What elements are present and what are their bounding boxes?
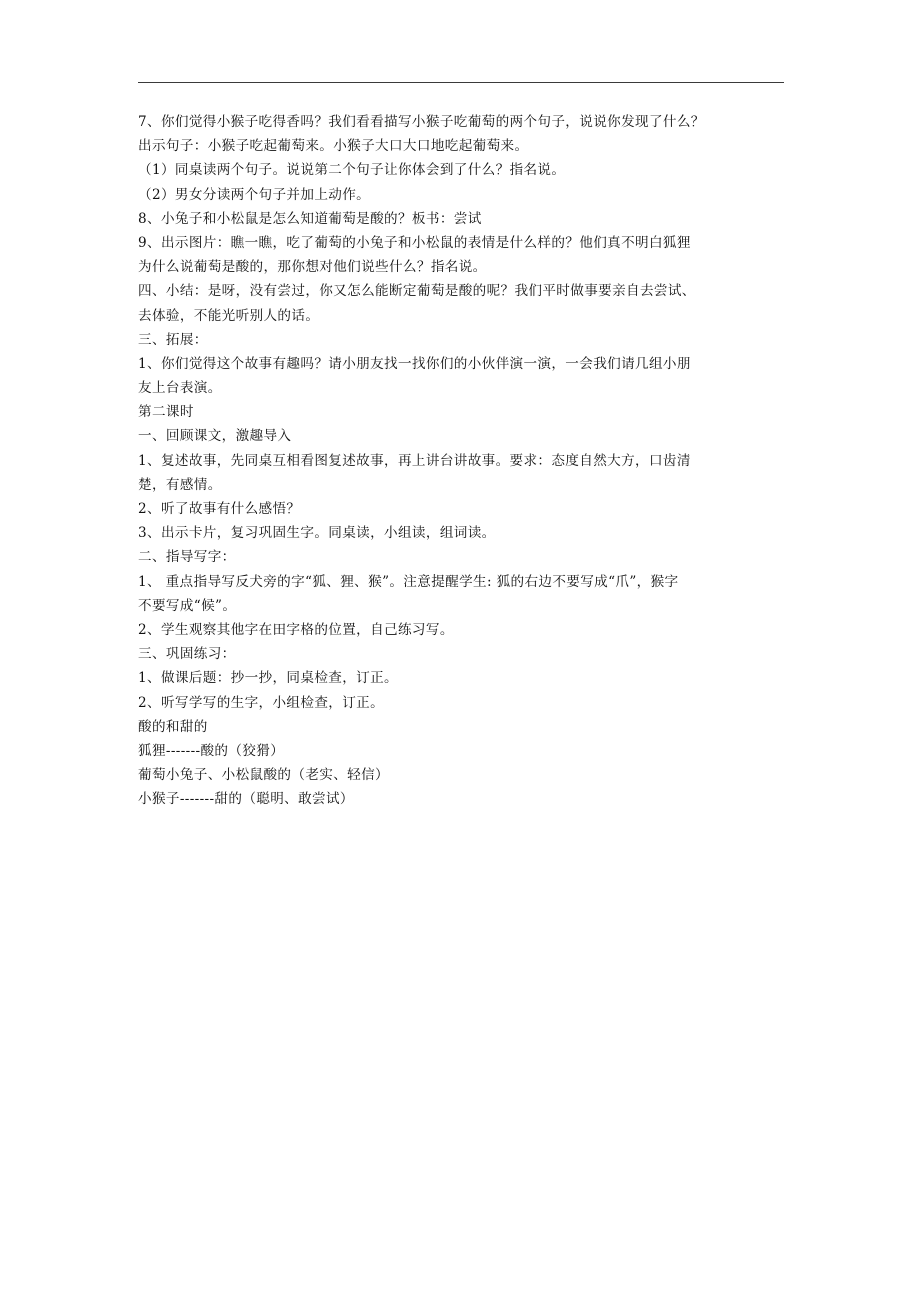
header-rule: [138, 82, 784, 83]
text-line-16: 楚，有感情。: [138, 476, 222, 493]
section-heading-review: 一、回顾课文，激趣导入: [138, 428, 292, 445]
section-heading-practice: 三、巩固练习：: [138, 646, 236, 663]
text-line-3: （1）同桌读两个句子。说说第二个句子让你体会到了什么？指名说。: [138, 162, 566, 179]
text-line-18: 3、出示卡片，复习巩固生字。同桌读，小组读，组词读。: [138, 525, 496, 542]
text-line-2: 出示句子：小猴子吃起葡萄来。小猴子大口大口地吃起葡萄来。: [138, 138, 529, 155]
text-line-25: 2、听写学写的生字，小组检查，订正。: [138, 694, 385, 711]
text-line-17: 2、听了故事有什么感悟？: [138, 501, 301, 517]
text-line-4: （2）男女分读两个句子并加上动作。: [138, 186, 371, 203]
text-line-7: 为什么说葡萄是酸的，那你想对他们说些什么？指名说。: [138, 259, 487, 276]
text-line-8: 四、小结：是呀，没有尝过，你又怎么能断定葡萄是酸的呢？我们平时做事要亲自去尝试、: [138, 283, 696, 300]
text-line-11: 1、你们觉得这个故事有趣吗？请小朋友找一找你们的小伙伴演一演，一会我们请几组小朋: [138, 355, 691, 372]
section-heading-writing: 二、指导写字：: [138, 549, 236, 566]
text-line-22: 2、学生观察其他字在田字格的位置，自己练习写。: [138, 621, 454, 638]
text-line-6: 9、出示图片：瞧一瞧，吃了葡萄的小兔子和小松鼠的表情是什么样的？他们真不明白狐狸: [138, 234, 691, 251]
text-line-24: 1、做课后题：抄一抄，同桌检查，订正。: [138, 670, 398, 687]
text-line-9: 去体验，不能光听别人的话。: [138, 307, 320, 324]
board-line-rabbit-squirrel: 葡萄小兔子、小松鼠酸的（老实、轻信）: [138, 767, 389, 784]
text-line-15: 1、复述故事，先同桌互相看图复述故事，再上讲台讲故事。要求：态度自然大方，口齿清: [138, 452, 691, 469]
board-line-monkey: 小猴子-------甜的（聪明、敢尝试）: [138, 791, 354, 808]
text-line-21: 不要写成“候”。: [138, 597, 237, 614]
document-body: [138, 110, 788, 811]
board-line-fox: 狐狸-------酸的（狡猾）: [138, 742, 285, 759]
text-line-5: 8、小兔子和小松鼠是怎么知道葡萄是酸的？板书：尝试: [138, 210, 482, 227]
board-title: 酸的和甜的: [138, 718, 208, 735]
lesson-title-second: 第二课时: [138, 404, 194, 421]
text-line-1: 7、你们觉得小猴子吃得香吗？我们看看描写小猴子吃葡萄的两个句子，说说你发现了什么？: [138, 114, 705, 130]
text-line-20: 1、 重点指导写反犬旁的字“狐、狸、猴”。注意提醒学生: 狐的右边不要写成“爪”，猴字: [138, 573, 679, 590]
section-heading-extension: 三、拓展：: [138, 331, 208, 348]
text-line-12: 友上台表演。: [138, 380, 222, 397]
